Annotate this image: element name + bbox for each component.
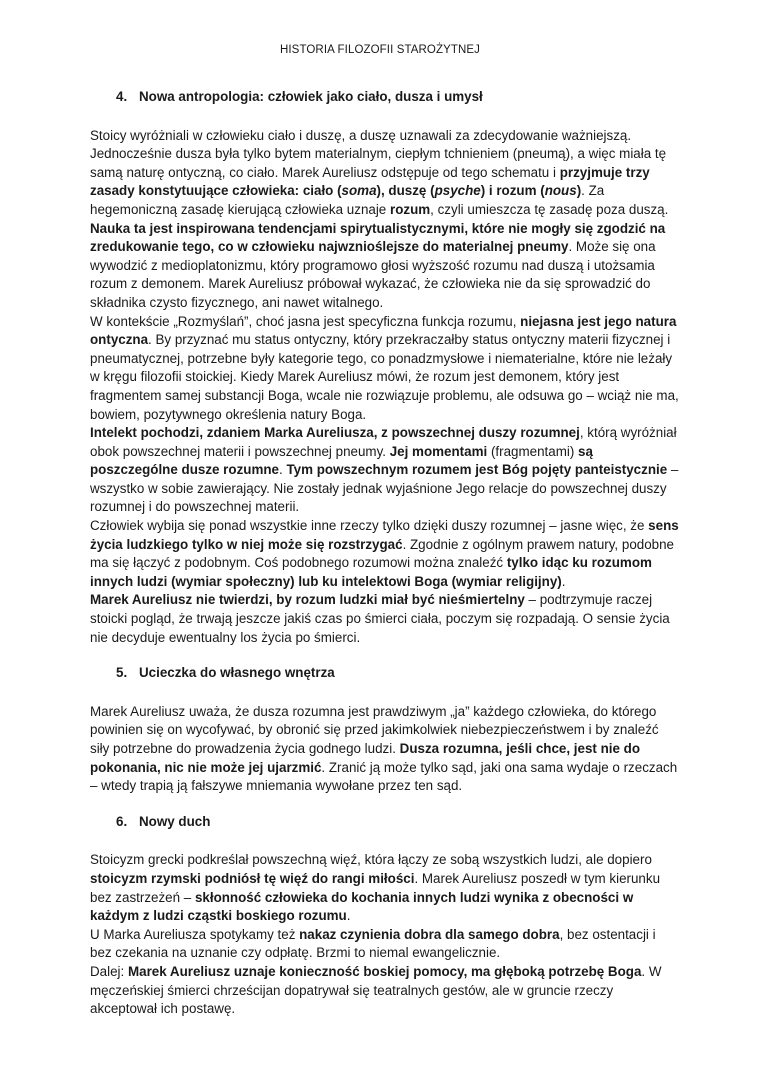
paragraph — [90, 424, 680, 517]
text-run: Stoicyzm grecki podkreślał powszechną więź, która łączy ze sobą wszystkich ludzi, ale dopiero — [90, 852, 652, 868]
text-run: . W męczeńskiej śmierci chrześcijan dopatrywał się teatralnych gestów, ale w gruncie rzeczy akceptował ich postawę. — [90, 963, 662, 1017]
paragraph — [90, 517, 680, 591]
bold-text-run: ), duszę ( — [376, 183, 435, 199]
section-number: 5. — [116, 665, 128, 681]
bold-text-run: przyjmuje trzy zasady konstytuujące człowieka: ciało ( — [90, 164, 650, 199]
paragraph — [90, 127, 680, 220]
text-run: – wszystko w sobie zawierający. Nie zostały jednak wyjaśnione Jego relacje do powszechnej duszy rozumnej i do powszechnej materii. — [90, 462, 679, 515]
bold-text-run: tylko idąc ku rozumom innych ludzi (wymiar społeczny) lub ku intelektowi Boga (wymiar religijny) — [90, 555, 652, 589]
bold-text-run: Intelekt pochodzi, zdaniem Marka Aureliusza, z powszechnej duszy rozumnej — [90, 425, 580, 441]
bold-text-run: psyche — [434, 183, 481, 199]
text-run: . Zranić ją może tylko sąd, jaki ona sama wydaje o rzeczach – wtedy trapią ją fałszywe mniemania wywołane przez ten sąd. — [90, 759, 678, 794]
bold-text-run: Nauka ta jest inspirowana tendencjami spirytualistycznymi, które nie mogły się zgodzić na zredukowanie tego, co w człowieku najwznioślejsze do materialnej pneumy — [90, 220, 666, 255]
text-run: , czyli umieszcza tę zasadę poza duszą. — [430, 201, 669, 217]
bold-text-run: ) i rozum ( — [480, 183, 545, 199]
bold-text-run: skłonność człowieka do kochania innych ludzi wynika z obecności w każdym z ludzi cząstki boskiego rozumu — [90, 889, 634, 924]
bold-text-run: Tym powszechnym rozumem jest Bóg pojęty panteistycznie — [286, 462, 668, 478]
document-body — [90, 88, 680, 1019]
bold-text-run: Jej momentami — [389, 443, 488, 459]
text-run: . Zgodnie z ogólnym prawem natury, podobne ma się łączyć z podobnym. Coś podobnego rozumowi można znaleźć — [90, 536, 675, 571]
paragraph — [90, 313, 680, 425]
paragraph — [90, 703, 680, 796]
bold-text-run: Marek Aureliusz uznaje konieczność boskiej pomocy, ma głęboką potrzebę Boga — [127, 963, 642, 979]
text-run: Dalej: — [90, 963, 128, 979]
paragraph — [90, 851, 680, 925]
section-number: 4. — [116, 89, 128, 104]
bold-text-run: Dusza rozumna, jeśli chce, jest nie do pokonania, nic nie może jej ujarzmić — [90, 741, 641, 775]
text-run: (fragmentami) — [487, 443, 578, 459]
page-header: HISTORIA FILOZOFII STAROŻYTNEJ — [279, 44, 480, 56]
text-run: . By przyznać mu status ontyczny, który przekraczałby status ontyczny materii fizycznej i pneumatycznej, potrzebne były kategorie tego, co ponadzmysłowe i niematerialne, które nie leżały w kręgu filozofii stoickiej. Kiedy Marek Aureliusz mówi, że rozum jest demonem, który jest fragmentem samej substancji Boga, wcale nie rozwiązuje problemu, ale odsuwa go – wciąż nie ma, bowiem, pozytywnego określenia natury Boga. — [90, 332, 679, 422]
bold-text-run: nakaz czynienia dobra dla samego dobra — [299, 926, 560, 942]
section-title: Nowa antropologia: człowiek jako ciało, dusza i umysł — [139, 89, 483, 104]
text-run: , którą wyróżniał obok powszechnej materii i powszechnej pneumy. — [90, 425, 677, 459]
section-heading — [90, 664, 680, 683]
text-run: . Marek Aureliusz poszedł w tym kierunku bez zastrzeżeń – — [90, 870, 661, 905]
text-run: . — [561, 573, 566, 589]
paragraph — [90, 963, 680, 1019]
bold-text-run: Marek Aureliusz nie twierdzi, by rozum ludzki miał być nieśmiertelny — [90, 592, 525, 608]
bold-text-run: nous — [544, 183, 577, 199]
section-number: 6. — [116, 813, 128, 829]
bold-text-run: są poszczególne dusze rozumne — [90, 443, 593, 478]
bold-text-run: soma — [341, 183, 377, 199]
bold-text-run: stoicyzm rzymski podniósł tę więź do rangi miłości — [90, 870, 415, 886]
text-run: Stoicy wyróżniali w człowieku ciało i duszę, a duszę uznawali za zdecydowanie ważniejszą. Jednocześnie dusza była tylko bytem materialnym, ciepłym tchnieniem (pneumą), a więc miała tę samą naturę ontyczną, co ciało. Marek Aureliusz odstępuje od tego schematu i — [90, 127, 667, 180]
section-heading — [90, 88, 680, 107]
paragraph — [90, 926, 680, 963]
section-heading — [90, 813, 680, 832]
bold-text-run: ) — [576, 183, 582, 199]
text-run: Człowiek wybija się ponad wszystkie inne rzeczy tylko dzięki duszy rozumnej – jasne więc, że — [90, 518, 649, 534]
section-title: Nowy duch — [139, 813, 211, 829]
bold-text-run: sens życia ludzkiego tylko w niej może się rozstrzygać — [90, 518, 679, 552]
text-run: W kontekście „Rozmyślań”, choć jasna jest specyficzna funkcja rozumu, — [90, 313, 521, 329]
text-run: – podtrzymuje raczej stoicki pogląd, że trwają jeszcze jakiś czas po śmierci ciała, poczym się rozpadają. O sensie życia nie decyduje ewentualny los życia po śmierci. — [90, 592, 670, 645]
paragraph — [90, 591, 680, 647]
bold-text-run: rozum — [389, 201, 431, 217]
text-run: U Marka Aureliusza spotykamy też — [90, 926, 300, 942]
text-run: . — [346, 908, 351, 924]
section-title: Ucieczka do własnego wnętrza — [139, 665, 335, 681]
text-run: . Za hegemoniczną zasadę kierującą człowieka uznaje — [90, 183, 605, 217]
text-run: . — [279, 462, 287, 478]
paragraph — [90, 220, 680, 313]
text-run: Marek Aureliusz uważa, że dusza rozumna jest prawdziwym „ja” każdego człowieka, do którego powinien się on wycofywać, by obronić się przed jakimkolwiek niebezpieczeństwem i by znaleźć siły potrzebne do prowadzenia życia godnego ludzi. — [90, 703, 659, 756]
text-run: , bez ostentacji i bez czekania na uznanie czy odpłatę. Brzmi to niemal ewangelicznie. — [90, 926, 656, 961]
text-run: . Może się ona wywodzić z mediоplatonizmu, który programowo głosi wyższość rozumu nad duszą i utożsamia rozum z demonem. Marek Aureliusz próbował wykazać, że człowieka nie da się sprowadzić do składnika czysto fizycznego, ani nawet witalnego. — [90, 239, 656, 310]
bold-text-run: niejasna jest jego natura ontyczna — [90, 313, 677, 348]
